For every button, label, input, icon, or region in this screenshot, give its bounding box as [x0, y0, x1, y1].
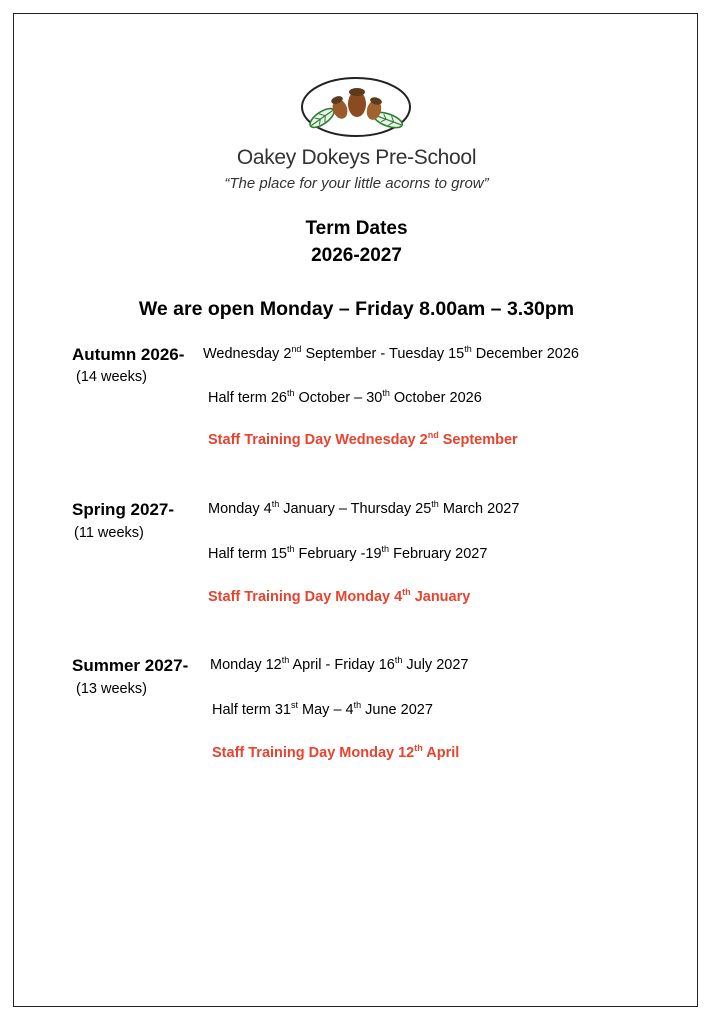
training-day-autumn: Staff Training Day Wednesday 2nd September	[208, 430, 518, 448]
term-name-autumn: Autumn 2026-	[72, 345, 185, 364]
term-name-spring: Spring 2027-	[72, 500, 175, 519]
page-title: Term Dates	[305, 218, 408, 239]
page-year: 2026-2027	[311, 245, 402, 266]
training-day-spring: Staff Training Day Monday 4th January	[208, 587, 471, 605]
half-term-spring: Half term 15th February -19th February 2027	[208, 544, 488, 562]
term-weeks-spring: (11 weeks)	[74, 525, 144, 541]
half-term-autumn: Half term 26th October – 30th October 2026	[208, 388, 482, 406]
acorn-logo	[300, 76, 412, 138]
school-name: Oakey Dokeys Pre-School	[236, 146, 477, 169]
term-weeks-summer: (13 weeks)	[76, 681, 147, 697]
half-term-summer: Half term 31st May – 4th June 2027	[212, 700, 433, 718]
training-day-summer: Staff Training Day Monday 12th April	[212, 743, 460, 761]
term-dates-spring: Monday 4th January – Thursday 25th March 2027	[208, 499, 520, 517]
school-motto: “The place for your little acorns to grow”	[224, 175, 489, 192]
term-name-summer: Summer 2027-	[72, 656, 189, 675]
term-dates-autumn: Wednesday 2nd September - Tuesday 15th December 2026	[203, 344, 579, 362]
opening-hours: We are open Monday – Friday 8.00am – 3.30pm	[138, 298, 575, 320]
term-dates-summer: Monday 12th April - Friday 16th July 2027	[210, 655, 469, 673]
term-weeks-autumn: (14 weeks)	[76, 369, 147, 385]
